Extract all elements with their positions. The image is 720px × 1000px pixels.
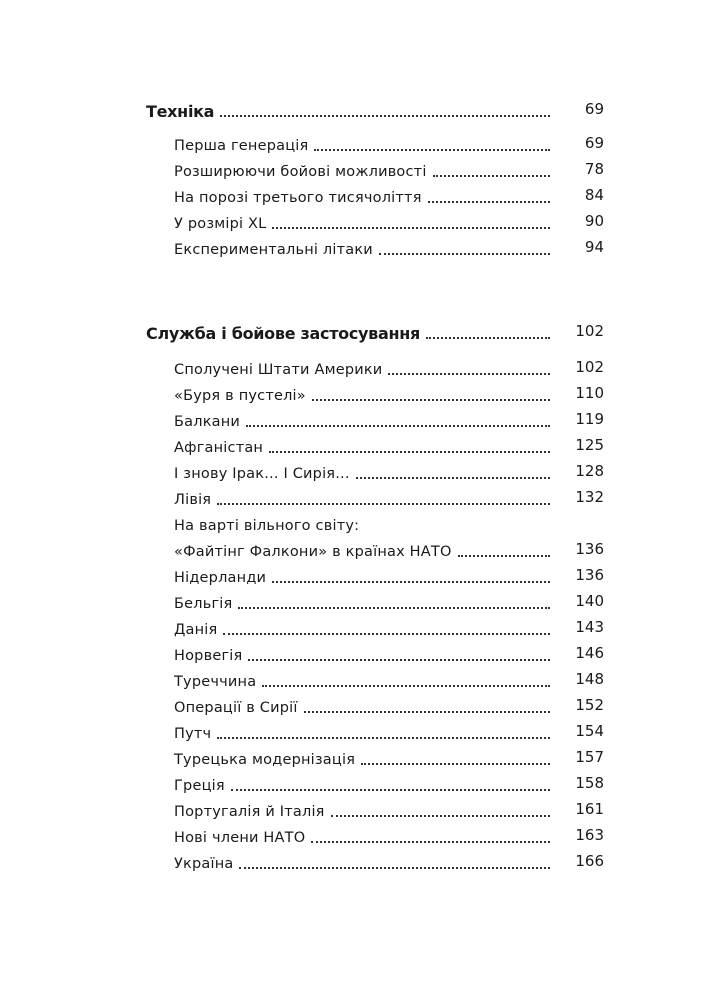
toc-entry[interactable] bbox=[174, 234, 604, 260]
dot-leader bbox=[217, 503, 550, 505]
toc-entry[interactable] bbox=[174, 666, 604, 692]
toc-page-number: 136 bbox=[575, 566, 604, 584]
toc-entry-title: Бельгія bbox=[174, 596, 233, 612]
toc-entry-title: Португалія й Італія bbox=[174, 804, 325, 820]
toc-page-number: 157 bbox=[575, 748, 604, 766]
toc-page-number: 69 bbox=[584, 100, 604, 118]
toc-entry[interactable] bbox=[174, 182, 604, 208]
dot-leader bbox=[433, 175, 550, 177]
toc-page-number: 84 bbox=[584, 186, 604, 204]
toc-entry[interactable] bbox=[174, 796, 604, 822]
dot-leader bbox=[428, 201, 550, 203]
toc-section-title: Техніка bbox=[146, 102, 215, 121]
dot-leader bbox=[248, 659, 550, 661]
dot-leader bbox=[361, 763, 550, 765]
dot-leader bbox=[331, 815, 550, 817]
toc-entry-title: «Файтінг Фалкони» в країнах НАТО bbox=[174, 544, 452, 560]
toc-entry-title: Сполучені Штати Америки bbox=[174, 362, 383, 378]
toc-entry-title: Експериментальні літаки bbox=[174, 242, 373, 258]
dot-leader bbox=[272, 227, 550, 229]
toc-entry-title: Путч bbox=[174, 726, 212, 742]
toc-entry[interactable] bbox=[174, 562, 604, 588]
toc-page-number: 154 bbox=[575, 722, 604, 740]
dot-leader bbox=[311, 841, 550, 843]
toc-section-heading[interactable] bbox=[146, 96, 604, 122]
toc-page-number: 132 bbox=[575, 488, 604, 506]
toc-entry[interactable] bbox=[174, 156, 604, 182]
toc-entry[interactable] bbox=[174, 354, 604, 380]
toc-page-number: 163 bbox=[575, 826, 604, 844]
dot-leader bbox=[458, 555, 550, 557]
toc-entry[interactable] bbox=[174, 744, 604, 770]
toc-entry[interactable] bbox=[174, 692, 604, 718]
toc-page-number: 140 bbox=[575, 592, 604, 610]
dot-leader bbox=[312, 399, 550, 401]
dot-leader bbox=[246, 425, 550, 427]
dot-leader bbox=[426, 337, 550, 339]
toc-page-number: 102 bbox=[575, 322, 604, 340]
toc-entry-title: На порозі третього тисячоліття bbox=[174, 190, 422, 206]
toc-entry-title: Балкани bbox=[174, 414, 241, 430]
dot-leader bbox=[238, 607, 550, 609]
toc-entry-title: Розширюючи бойові можливості bbox=[174, 164, 427, 180]
toc-entry-title: Україна bbox=[174, 856, 234, 872]
toc-page-number: 69 bbox=[584, 134, 604, 152]
toc-entry-title: Нові члени НАТО bbox=[174, 830, 306, 846]
toc-entry-title: Норвегія bbox=[174, 648, 243, 664]
toc-entry-title: Лівія bbox=[174, 492, 212, 508]
toc-entry[interactable] bbox=[174, 406, 604, 432]
toc-page-number: 143 bbox=[575, 618, 604, 636]
toc-page-number: 78 bbox=[584, 160, 604, 178]
dot-leader bbox=[356, 477, 550, 479]
toc-page-number: 102 bbox=[575, 358, 604, 376]
toc-page-number: 94 bbox=[584, 238, 604, 256]
table-of-contents bbox=[146, 0, 604, 1000]
toc-page-number: 125 bbox=[575, 436, 604, 454]
dot-leader bbox=[239, 867, 550, 869]
toc-entry-title: Афганістан bbox=[174, 440, 264, 456]
dot-leader bbox=[223, 633, 550, 635]
dot-leader bbox=[388, 373, 550, 375]
toc-entry[interactable] bbox=[174, 588, 604, 614]
toc-entry[interactable] bbox=[174, 536, 604, 562]
toc-entry-title: Данія bbox=[174, 622, 218, 638]
toc-entry-title-line[interactable]: На варті вільного світу: bbox=[174, 518, 360, 534]
toc-page-number: 110 bbox=[575, 384, 604, 402]
toc-page-number: 128 bbox=[575, 462, 604, 480]
dot-leader bbox=[217, 737, 550, 739]
toc-entry[interactable] bbox=[174, 130, 604, 156]
toc-entry[interactable] bbox=[174, 770, 604, 796]
toc-page-number: 146 bbox=[575, 644, 604, 662]
toc-entry-title: У розмірі XL bbox=[174, 216, 267, 232]
toc-entry-title: Туреччина bbox=[174, 674, 257, 690]
toc-page-number: 158 bbox=[575, 774, 604, 792]
toc-entry[interactable] bbox=[174, 484, 604, 510]
toc-entry-title: Операції в Сирії bbox=[174, 700, 298, 716]
toc-page-number: 148 bbox=[575, 670, 604, 688]
dot-leader bbox=[220, 115, 550, 117]
toc-page-number: 152 bbox=[575, 696, 604, 714]
toc-section-heading[interactable] bbox=[146, 318, 604, 344]
dot-leader bbox=[304, 711, 550, 713]
toc-entry[interactable] bbox=[174, 614, 604, 640]
dot-leader bbox=[379, 253, 550, 255]
toc-page-number: 119 bbox=[575, 410, 604, 428]
toc-entry[interactable] bbox=[174, 458, 604, 484]
toc-entry[interactable] bbox=[174, 380, 604, 406]
toc-entry[interactable] bbox=[174, 208, 604, 234]
dot-leader bbox=[272, 581, 550, 583]
toc-entry-title: Нідерланди bbox=[174, 570, 267, 586]
toc-page-number: 161 bbox=[575, 800, 604, 818]
toc-entry[interactable] bbox=[174, 432, 604, 458]
toc-entry[interactable] bbox=[174, 718, 604, 744]
dot-leader bbox=[262, 685, 550, 687]
toc-page-number: 136 bbox=[575, 540, 604, 558]
toc-entry-title: Перша генерація bbox=[174, 138, 309, 154]
toc-section-title: Служба і бойове застосування bbox=[146, 324, 420, 343]
toc-entry[interactable] bbox=[174, 822, 604, 848]
toc-entry[interactable] bbox=[174, 640, 604, 666]
toc-entry-title: Турецька модернізація bbox=[174, 752, 356, 768]
toc-entry-title: Греція bbox=[174, 778, 225, 794]
dot-leader bbox=[314, 149, 550, 151]
toc-entry-title: «Буря в пустелі» bbox=[174, 388, 306, 404]
toc-entry[interactable] bbox=[174, 848, 604, 874]
dot-leader bbox=[269, 451, 550, 453]
dot-leader bbox=[231, 789, 550, 791]
toc-page-number: 90 bbox=[584, 212, 604, 230]
toc-entry-title: І знову Ірак... І Сирія... bbox=[174, 466, 350, 482]
toc-page-number: 166 bbox=[575, 852, 604, 870]
